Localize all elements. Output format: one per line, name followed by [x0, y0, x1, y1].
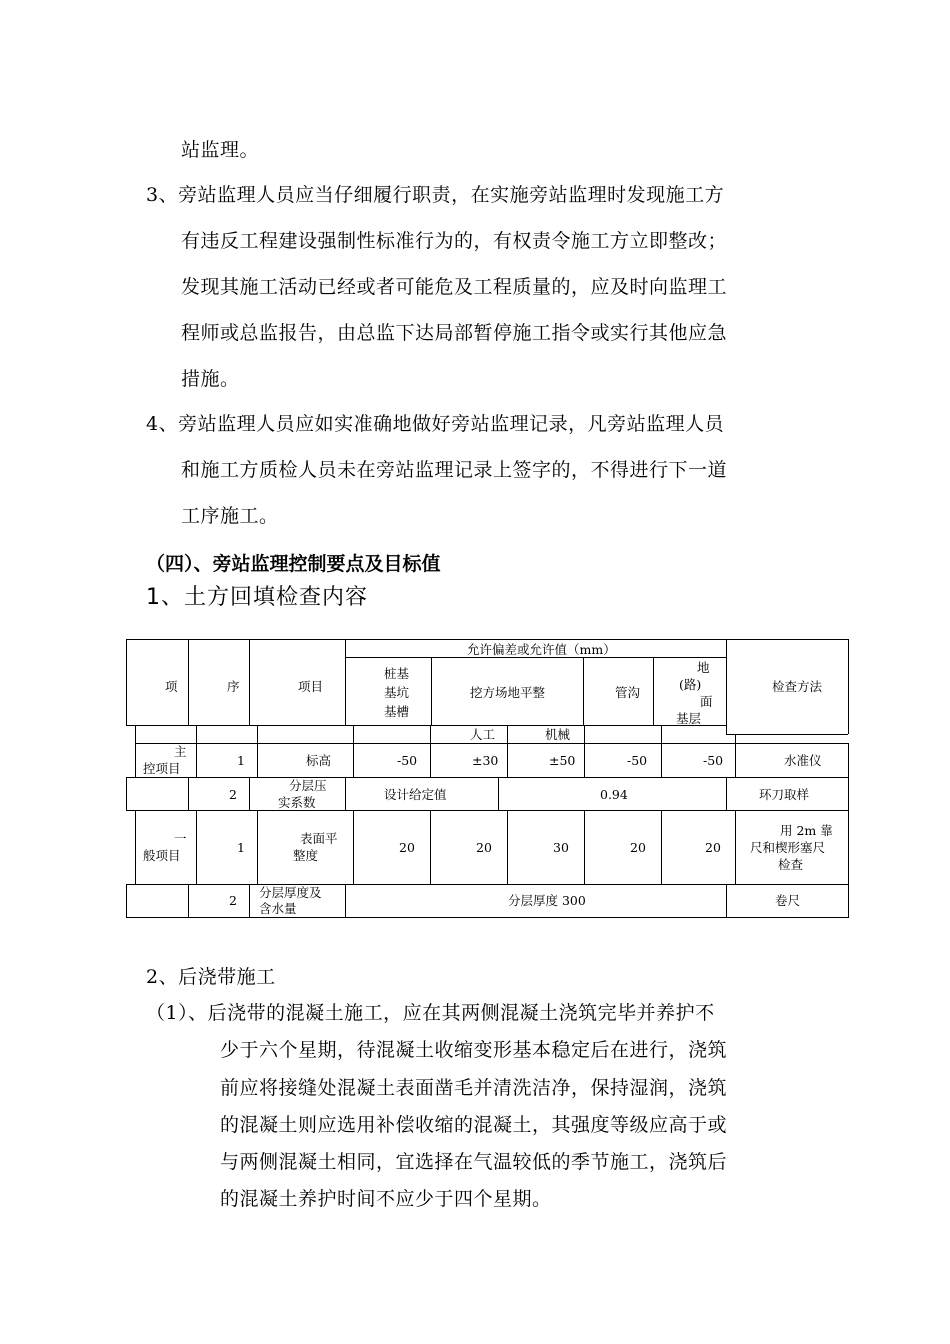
table-header: 挖方场地平整 [470, 685, 546, 700]
table-cell: 2 [229, 893, 237, 908]
table-cell: 20 [705, 840, 721, 855]
table-header: (路) [679, 677, 702, 692]
table-cell: 检查 [778, 857, 804, 872]
table-header: 基层 [676, 711, 702, 726]
table-cell: 设计给定值 [384, 787, 447, 802]
paragraph-line: 3、旁站监理人员应当仔细履行职责，在实施旁站监理时发现施工方 [146, 184, 725, 206]
table-cell: 环刀取样 [759, 787, 810, 802]
table-cell: 1 [237, 840, 245, 855]
paragraph-line: 和施工方质检人员未在旁站监理记录上签字的，不得进行下一道 [181, 459, 728, 481]
table-cell: 20 [399, 840, 415, 855]
table-cell: 1 [237, 753, 245, 768]
table-cell: 实系数 [278, 795, 316, 810]
table-cell: 表面平 [300, 831, 338, 846]
paragraph-line: 的混凝土则应选用补偿收缩的混凝土，其强度等级应高于或 [220, 1114, 728, 1136]
table-cell: 含水量 [259, 901, 297, 916]
table-cell: 30 [553, 840, 569, 855]
table-header: 基槽 [384, 704, 410, 719]
table-cell: -50 [627, 753, 648, 768]
table-cell: 20 [476, 840, 492, 855]
table-cell: 主 [174, 744, 187, 759]
table-cell: 一 [174, 831, 187, 846]
section-heading: （四）、旁站监理控制要点及目标值 [146, 553, 441, 575]
table-header: 机械 [545, 727, 571, 742]
table-cell: 分层压 [289, 778, 327, 793]
table-cell: ±30 [472, 753, 499, 768]
table-header: 项 [165, 679, 178, 694]
table-cell: -50 [703, 753, 724, 768]
table-cell: 卷尺 [775, 893, 801, 908]
table-cell: 0.94 [600, 787, 628, 802]
table-header: 允许偏差或允许值（mm） [467, 642, 616, 657]
table-cell: 分层厚度及 [259, 885, 322, 900]
subheading: 2、后浇带施工 [146, 966, 276, 988]
paragraph-line: 有违反工程建设强制性标准行为的，有权责令施工方立即整改； [181, 230, 728, 252]
table-cell: 控项目 [143, 761, 181, 776]
table-cell: ±50 [549, 753, 576, 768]
table-header: 项目 [298, 679, 324, 694]
table-cell: 水准仪 [784, 753, 822, 768]
table-header: 检查方法 [772, 679, 823, 694]
table-cell: -50 [397, 753, 418, 768]
paragraph-line: 工序施工。 [181, 505, 279, 527]
table-cell: 用 2m 靠 [780, 823, 833, 838]
subheading: 1、土方回填检查内容 [146, 585, 368, 610]
paragraph-line: 4、旁站监理人员应如实准确地做好旁站监理记录，凡旁站监理人员 [146, 413, 725, 435]
table-header: 基坑 [384, 685, 410, 700]
table-cell: 2 [229, 787, 237, 802]
paragraph-line: 措施。 [181, 368, 240, 390]
paragraph-line: （1）、后浇带的混凝土施工，应在其两侧混凝土浇筑完毕并养护不 [146, 1002, 715, 1024]
table-header: 地 [697, 660, 710, 675]
table-header: 面 [700, 694, 713, 709]
paragraph-line: 站监理。 [181, 139, 260, 161]
table-cell: 般项目 [143, 848, 181, 863]
paragraph-line: 与两侧混凝土相同，宜选择在气温较低的季节施工，浇筑后 [220, 1151, 728, 1173]
table-header: 人工 [470, 727, 496, 742]
table-cell: 标高 [306, 753, 332, 768]
table-header: 管沟 [615, 685, 641, 700]
table-cell: 尺和楔形塞尺 [750, 840, 826, 855]
table-header: 序 [227, 679, 240, 694]
table-cell: 分层厚度 300 [508, 893, 586, 908]
table-cell: 20 [630, 840, 646, 855]
paragraph-line: 前应将接缝处混凝土表面凿毛并清洗洁净，保持湿润，浇筑 [220, 1077, 728, 1099]
table-cell: 整度 [293, 848, 319, 863]
paragraph-line: 程师或总监报告，由总监下达局部暂停施工指令或实行其他应急 [181, 322, 728, 344]
paragraph-line: 发现其施工活动已经或者可能危及工程质量的，应及时向监理工 [181, 276, 728, 298]
paragraph-line: 少于六个星期，待混凝土收缩变形基本稳定后在进行，浇筑 [220, 1039, 728, 1061]
paragraph-line: 的混凝土养护时间不应少于四个星期。 [220, 1188, 552, 1210]
table-header: 桩基 [384, 666, 410, 681]
